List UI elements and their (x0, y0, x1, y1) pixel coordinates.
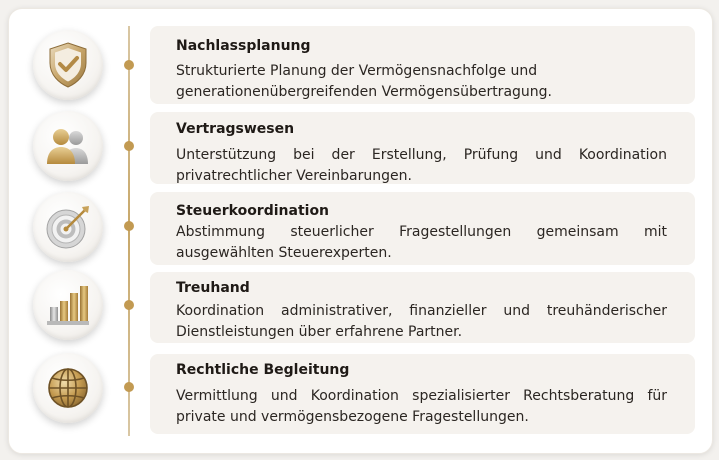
service-description: Strukturierte Planung der Vermögensnachfolge und generationenübergreifenden Vermögensübertragung. (176, 63, 552, 100)
service-description: Abstimmung steuerlicher Fragestellungen gemeinsam mit ausgewählten Steuerexperten. (176, 224, 667, 261)
timeline-dot (124, 300, 134, 310)
people-icon (33, 111, 103, 181)
service-card-rechtliche-begleitung (150, 354, 695, 434)
service-title: Steuerkoordination (176, 203, 330, 219)
shield-check-icon (33, 30, 103, 100)
bar-chart-icon (33, 270, 103, 340)
service-description: Unterstützung bei der Erstellung, Prüfung und Koordination privatrechtlicher Vereinbarungen. (176, 147, 667, 184)
service-title: Vertragswesen (176, 121, 295, 137)
service-card-steuerkoordination (150, 192, 695, 265)
target-icon (33, 192, 103, 262)
service-card-vertragswesen (150, 112, 695, 184)
service-title: Rechtliche Begleitung (176, 362, 350, 378)
service-title: Nachlassplanung (176, 38, 311, 54)
service-description: Koordination administrativer, finanzieller und treuhänderischer Dienstleistungen über erfahrene Partner. (176, 303, 667, 340)
timeline-dot (124, 60, 134, 70)
timeline-dot (124, 382, 134, 392)
timeline-dot (124, 141, 134, 151)
service-title: Treuhand (176, 280, 250, 296)
timeline-line (128, 26, 130, 436)
service-card-treuhand (150, 272, 695, 343)
service-description: Vermittlung und Koordination spezialisierter Rechtsberatung für private und vermögensbezogene Fragestellungen. (176, 388, 667, 425)
globe-icon (33, 353, 103, 423)
service-card-nachlassplanung (150, 26, 695, 104)
timeline-dot (124, 221, 134, 231)
